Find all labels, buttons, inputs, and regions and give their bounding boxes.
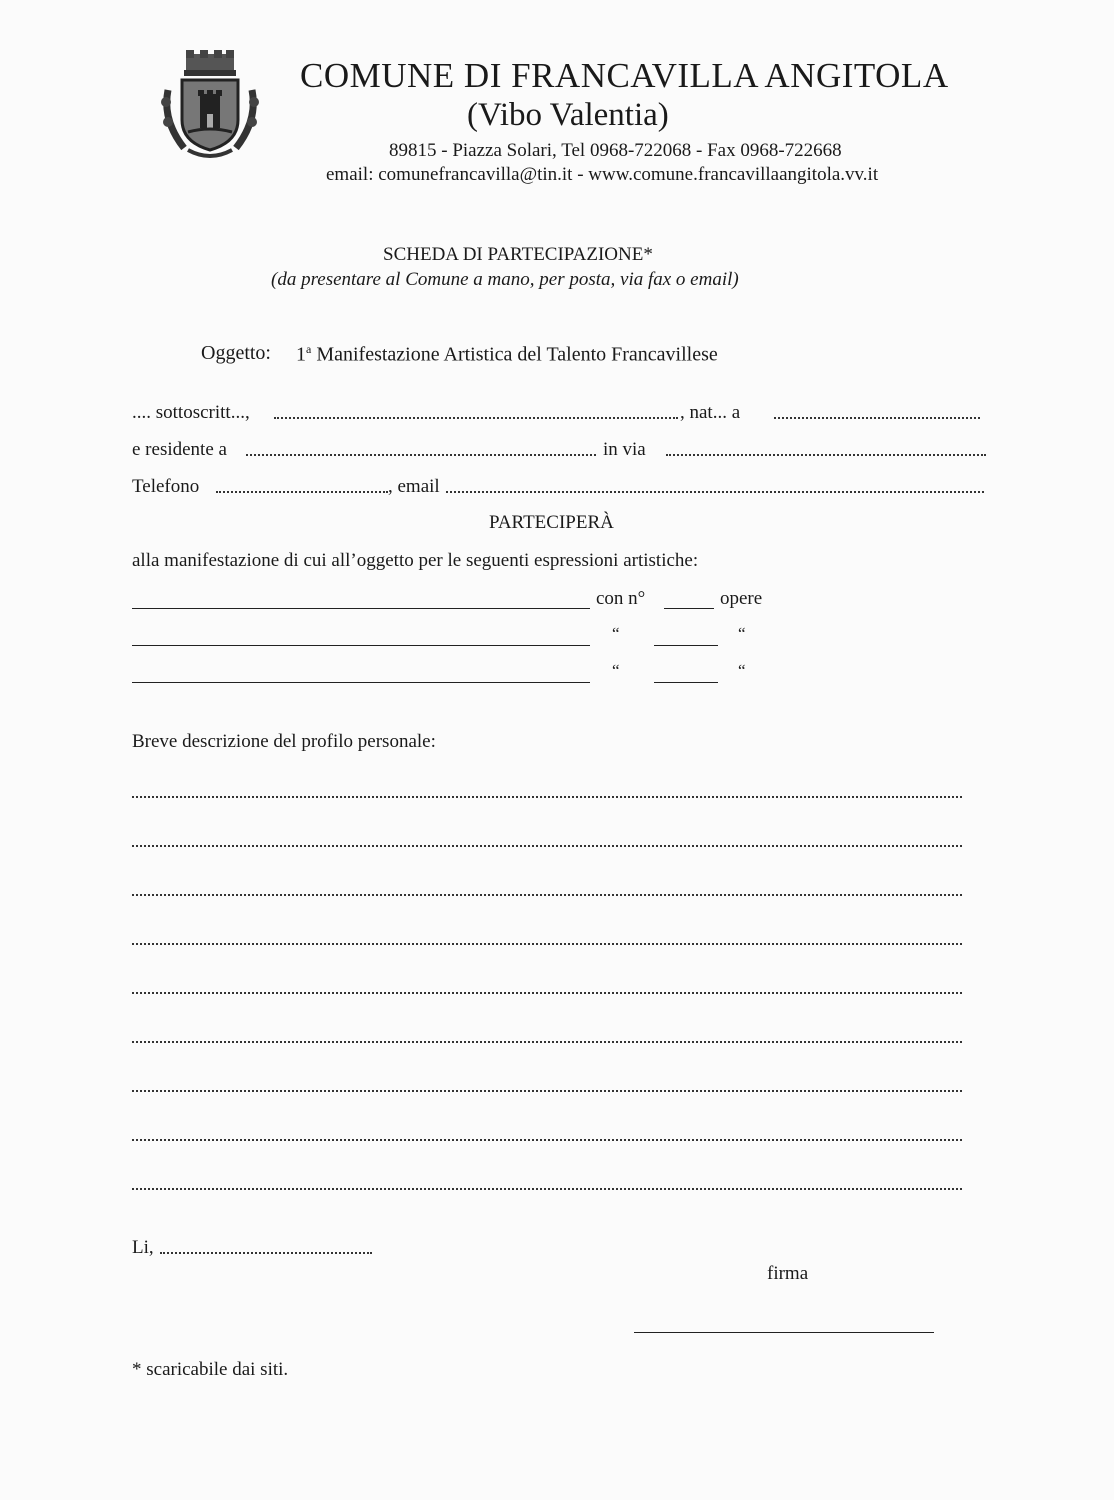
sottoscritt-label: .... sottoscritt..., <box>132 402 250 423</box>
profile-line-1[interactable] <box>132 796 962 798</box>
con-n-label: con n° <box>596 588 646 609</box>
expression-field-2[interactable] <box>132 645 590 646</box>
coat-of-arms-icon <box>158 50 262 162</box>
ditto-mark: “ <box>738 624 746 643</box>
expression-field-3[interactable] <box>132 682 590 683</box>
email-web-line: email: comunefrancavilla@tin.it - www.comune.francavillaangitola.vv.it <box>326 164 879 185</box>
form-heading: SCHEDA DI PARTECIPAZIONE* <box>383 244 653 265</box>
birthplace-field[interactable] <box>774 417 980 419</box>
oggetto-label: Oggetto: <box>201 342 271 364</box>
signature-field[interactable] <box>634 1332 934 1333</box>
li-label: Li, <box>132 1237 154 1258</box>
ditto-mark: “ <box>612 624 620 643</box>
nat-label: , nat... a <box>680 402 741 423</box>
profile-line-7[interactable] <box>132 1090 962 1092</box>
email-field[interactable] <box>446 491 984 493</box>
via-label: in via <box>603 439 646 460</box>
municipality-title: COMUNE DI FRANCAVILLA ANGITOLA <box>300 56 949 95</box>
street-field[interactable] <box>666 454 986 456</box>
telefono-label: Telefono <box>132 476 200 497</box>
footnote: * scaricabile dai siti. <box>132 1359 289 1380</box>
profile-line-9[interactable] <box>132 1188 962 1190</box>
province-subtitle: (Vibo Valentia) <box>467 97 669 133</box>
works-count-field-1[interactable] <box>664 608 714 609</box>
profile-line-2[interactable] <box>132 845 962 847</box>
manifestazione-text: alla manifestazione di cui all’oggetto per le seguenti espressioni artistiche: <box>132 550 699 571</box>
works-count-field-3[interactable] <box>654 682 718 683</box>
address-line: 89815 - Piazza Solari, Tel 0968-722068 - Fax 0968-722668 <box>389 140 842 161</box>
oggetto-value: 1$^a$ Manifestazione Artistica del Talento Francavillese <box>296 342 718 366</box>
profile-line-4[interactable] <box>132 943 962 945</box>
profile-line-5[interactable] <box>132 992 962 994</box>
profile-line-8[interactable] <box>132 1139 962 1141</box>
partecipera-heading: PARTECIPERÀ <box>489 512 614 533</box>
ditto-mark: “ <box>612 661 620 680</box>
profile-description-label: Breve descrizione del profilo personale: <box>132 731 436 752</box>
place-date-field[interactable] <box>160 1252 372 1254</box>
residente-label: e residente a <box>132 439 227 460</box>
firma-label: firma <box>767 1263 809 1284</box>
form-submission-note: (da presentare al Comune a mano, per posta, via fax o email) <box>271 269 739 290</box>
profile-line-6[interactable] <box>132 1041 962 1043</box>
phone-field[interactable] <box>216 491 388 493</box>
works-count-field-2[interactable] <box>654 645 718 646</box>
opere-label: opere <box>720 588 763 609</box>
residence-field[interactable] <box>246 454 596 456</box>
ditto-mark: “ <box>738 661 746 680</box>
profile-line-3[interactable] <box>132 894 962 896</box>
email-label: , email <box>388 476 440 497</box>
expression-field-1[interactable] <box>132 608 590 609</box>
name-field[interactable] <box>274 417 678 419</box>
